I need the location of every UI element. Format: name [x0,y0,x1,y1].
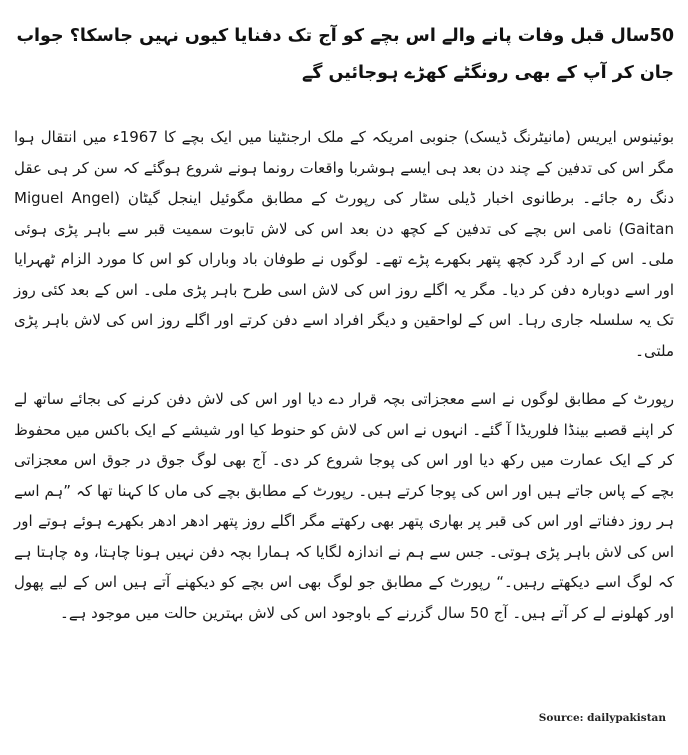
article-paragraph: بوئینوس ایریس (مانیٹرنگ ڈیسک) جنوبی امریکہ کے ملک ارجنٹینا میں ایک بچے کا 1967ء میں انتقال ہوا مگر اس کی تدفین کے چند دن بعد ہی ایسے ہوشربا واقعات رونما ہونے شروع ہوگئے کہ سن کر ہی عقل دنگ رہ جائے۔ برطانوی اخبار ڈیلی سٹار کی رپورٹ کے مطابق مگوئیل اینجل گیٹان (Miguel Angel Gaitan) نامی اس بچے کی تدفین کے کچھ دن بعد اس کی لاش تابوت سمیت قبر سے باہر پڑی ہوئی ملی۔ اس کے ارد گرد کچھ پتھر بکھرے پڑے تھے۔ لوگوں نے طوفان باد وباراں کو اس کا مورد الزام ٹھہرایا اور اسے دوبارہ دفن کر دیا۔ مگر یہ اگلے روز اس کی لاش اسی طرح باہر پڑی ملی۔ اس کے بعد کئی روز تک یہ سلسلہ جاری رہا۔ اس کے لواحقین و دیگر افراد اسے دفن کرتے اور اگلے روز اس کی لاش باہر پڑی ملتی۔ [14,128,674,360]
source-credit: Source: dailypakistan [538,712,666,724]
article-title: 50سال قبل وفات پانے والے اس بچے کو آج تک دفنایا کیوں نہیں جاسکا؟ جواب جان کر آپ کے بھی رونگٹے کھڑے ہوجائیں گے [16,26,674,83]
article [14,18,674,642]
article-paragraph: رپورٹ کے مطابق لوگوں نے اسے معجزاتی بچہ قرار دے دیا اور اس کی لاش دفن کرنے کی بجائے ساتھ لے کر اپنے قصبے بینڈا فلوریڈا آ گئے۔ انہوں نے اس کی لاش کو حنوط کیا اور شیشے کے ایک باکس میں محفوظ کر کے ایک عمارت میں رکھ دیا اور اس کی پوجا شروع کر دی۔ آج بھی لوگ جوق در جوق اس معجزاتی بچے کے پاس جاتے ہیں اور اس کی پوجا کرتے ہیں۔ رپورٹ کے مطابق بچے کی ماں کا کہنا تھا کہ ”ہم اسے ہر روز دفناتے اور اس کی قبر پر بھاری پتھر بھی رکھتے مگر اگلے روز پتھر ادھر ادھر بکھرے ہوئے ہوتے اور اس کی لاش باہر پڑی ہوتی۔ جس سے ہم نے اندازہ لگایا کہ ہمارا بچہ دفن نہیں ہونا چاہتا، وہ چاہتا ہے کہ لوگ اسے دیکھتے رہیں۔“ رپورٹ کے مطابق جو لوگ بھی اس بچے کو دیکھنے آتے ہیں اس کے لیے پھول اور کھلونے لے کر آتے ہیں۔ آج 50 سال گزرنے کے باوجود اس کی لاش بہترین حالت میں موجود ہے۔ [14,390,674,622]
